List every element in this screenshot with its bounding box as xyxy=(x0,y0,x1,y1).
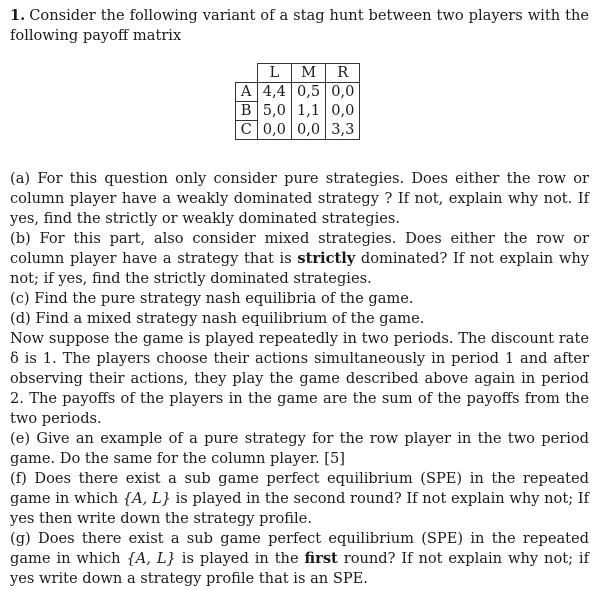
payoff-cell: 0,0 xyxy=(257,121,291,140)
column-header: M xyxy=(291,64,325,83)
column-header: L xyxy=(257,64,291,83)
matrix-corner xyxy=(235,64,257,83)
part-b-text: (b) For this part, also consider mixed strategies. Does either the row or column player have a strategy that is xyxy=(10,230,589,267)
column-header: R xyxy=(326,64,360,83)
matrix-row xyxy=(235,102,360,121)
payoff-cell: 0,0 xyxy=(326,83,360,102)
payoff-matrix xyxy=(235,63,361,140)
part-b-text-end: dominated? If not explain why not; if yes, find the strictly dominated strategies. xyxy=(10,250,590,287)
problem-statement xyxy=(10,6,589,46)
part-e: (e) Give an example of a pure strategy for the row player in the two period game. Do the same for the column player. [5] xyxy=(10,430,589,467)
part-f xyxy=(10,469,589,529)
part-g-text: (g) Does there exist a sub game perfect equilibrium (SPE) in the repeated game in which xyxy=(10,530,589,567)
matrix-header-row xyxy=(235,64,360,83)
matrix-row xyxy=(235,83,360,102)
part-g-math: {A, L} xyxy=(126,550,176,567)
part-g-text-end: round? If not explain why not; if yes write down a strategy profile that is an SPE. xyxy=(10,550,589,587)
part-f-math: {A, L} xyxy=(122,490,171,507)
row-header: C xyxy=(235,121,257,140)
part-b-emphasis: strictly xyxy=(297,250,356,267)
payoff-cell: 5,0 xyxy=(257,102,291,121)
part-c: (c) Find the pure strategy nash equilibria of the game. xyxy=(10,290,414,307)
payoff-cell: 3,3 xyxy=(326,121,360,140)
payoff-cell: 4,4 xyxy=(257,83,291,102)
part-a: (a) For this question only consider pure strategies. Does either the row or column player have a weakly dominated strategy ? If not, explain why not. If yes, find the strictly or weakly dominated strategies. xyxy=(10,170,589,227)
matrix-row xyxy=(235,121,360,140)
payoff-cell: 1,1 xyxy=(291,102,325,121)
part-g-emphasis: first xyxy=(304,550,338,567)
question-parts xyxy=(10,169,589,589)
row-header: A xyxy=(235,83,257,102)
part-b xyxy=(10,229,589,289)
row-header: B xyxy=(235,102,257,121)
problem-intro: Consider the following variant of a stag hunt between two players with the following payoff matrix xyxy=(10,7,589,44)
part-f-text: (f) Does there exist a sub game perfect equilibrium (SPE) in the repeated game in which xyxy=(10,470,589,507)
payoff-cell: 0,0 xyxy=(326,102,360,121)
payoff-cell: 0,5 xyxy=(291,83,325,102)
part-g-text-mid: is played in the xyxy=(175,550,305,567)
payoff-cell: 0,0 xyxy=(291,121,325,140)
repeated-game-description: Now suppose the game is played repeatedly in two periods. The discount rate δ is 1. The players choose their actions simultaneously in period 1 and after observing their actions, they play the game described above again in period 2. The payoffs of the players in the game are the sum of the payoffs from the two periods. xyxy=(10,330,589,427)
payoff-matrix-container xyxy=(10,63,589,140)
problem-number: 1. xyxy=(10,7,26,24)
part-f-text-end: is played in the second round? If not explain why not; If yes then write down the strategy profile. xyxy=(10,490,589,527)
part-g xyxy=(10,529,589,589)
part-d: (d) Find a mixed strategy nash equilibrium of the game. xyxy=(10,310,425,327)
